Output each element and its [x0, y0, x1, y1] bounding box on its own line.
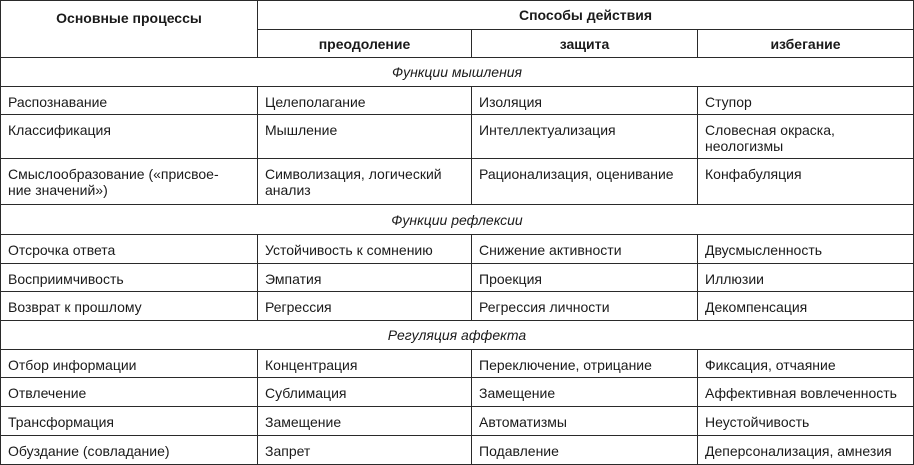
- cell-process: Классификация: [1, 115, 258, 159]
- cell-defense: Регрессия личности: [472, 292, 698, 321]
- cell-avoidance: Декомпенсация: [698, 292, 914, 321]
- table-row: [1, 292, 914, 321]
- table-row: [1, 115, 914, 159]
- cell-overcoming: Целеполагание: [258, 87, 472, 115]
- table-row: [1, 159, 914, 205]
- cell-defense: Автоматизмы: [472, 407, 698, 436]
- cell-defense: Интеллектуализация: [472, 115, 698, 159]
- cell-overcoming: Запрет: [258, 436, 472, 465]
- cell-avoidance: Фиксация, отчаяние: [698, 350, 914, 378]
- cell-avoidance: Конфабуляция: [698, 159, 914, 205]
- cell-defense: Проекция: [472, 264, 698, 292]
- header-overcoming: преодоление: [258, 30, 472, 58]
- table-row: [1, 378, 914, 407]
- cell-process: Возврат к прошлому: [1, 292, 258, 321]
- cell-avoidance: Словесная окраска, неологизмы: [698, 115, 914, 159]
- cell-process: Отбор информации: [1, 350, 258, 378]
- cell-defense: Замещение: [472, 378, 698, 407]
- cell-avoidance: Ступор: [698, 87, 914, 115]
- cell-overcoming: Сублимация: [258, 378, 472, 407]
- cell-overcoming: Эмпатия: [258, 264, 472, 292]
- cell-overcoming: Устойчивость к сомнению: [258, 235, 472, 264]
- cell-overcoming: Замещение: [258, 407, 472, 436]
- cell-process: Трансформация: [1, 407, 258, 436]
- section-title: Функции мышления: [1, 58, 914, 87]
- table-row: [1, 235, 914, 264]
- section-title: Регуляция аффекта: [1, 321, 914, 350]
- cell-process: Распознавание: [1, 87, 258, 115]
- table-body: [1, 58, 914, 465]
- table-row: [1, 264, 914, 292]
- cell-avoidance: Аффективная вовлеченность: [698, 378, 914, 407]
- table-row: [1, 436, 914, 465]
- cell-process: Смыслообразование («присвое- ние значений»): [1, 159, 258, 205]
- cell-defense: Снижение активности: [472, 235, 698, 264]
- cell-defense: Изоляция: [472, 87, 698, 115]
- header-main-processes: Основные процессы: [1, 1, 258, 58]
- cell-defense: Подавление: [472, 436, 698, 465]
- table-row: [1, 350, 914, 378]
- cell-overcoming: Мышление: [258, 115, 472, 159]
- header-action-methods: Способы действия: [258, 1, 914, 30]
- cell-process: Отсрочка ответа: [1, 235, 258, 264]
- cell-overcoming: Концентрация: [258, 350, 472, 378]
- cell-overcoming: Символизация, логический анализ: [258, 159, 472, 205]
- cell-avoidance: Иллюзии: [698, 264, 914, 292]
- cell-overcoming: Регрессия: [258, 292, 472, 321]
- table-row: [1, 87, 914, 115]
- cell-defense: Рационализация, оценивание: [472, 159, 698, 205]
- cell-avoidance: Неустойчивость: [698, 407, 914, 436]
- cell-process: Отвлечение: [1, 378, 258, 407]
- section-title: Функции рефлексии: [1, 205, 914, 235]
- header-avoidance: избегание: [698, 30, 914, 58]
- cell-process: Обуздание (совладание): [1, 436, 258, 465]
- cell-process: Восприимчивость: [1, 264, 258, 292]
- header-defense: защита: [472, 30, 698, 58]
- table-row: [1, 407, 914, 436]
- cell-avoidance: Двусмысленность: [698, 235, 914, 264]
- cell-defense: Переключение, отрицание: [472, 350, 698, 378]
- cell-avoidance: Деперсонализация, амнезия: [698, 436, 914, 465]
